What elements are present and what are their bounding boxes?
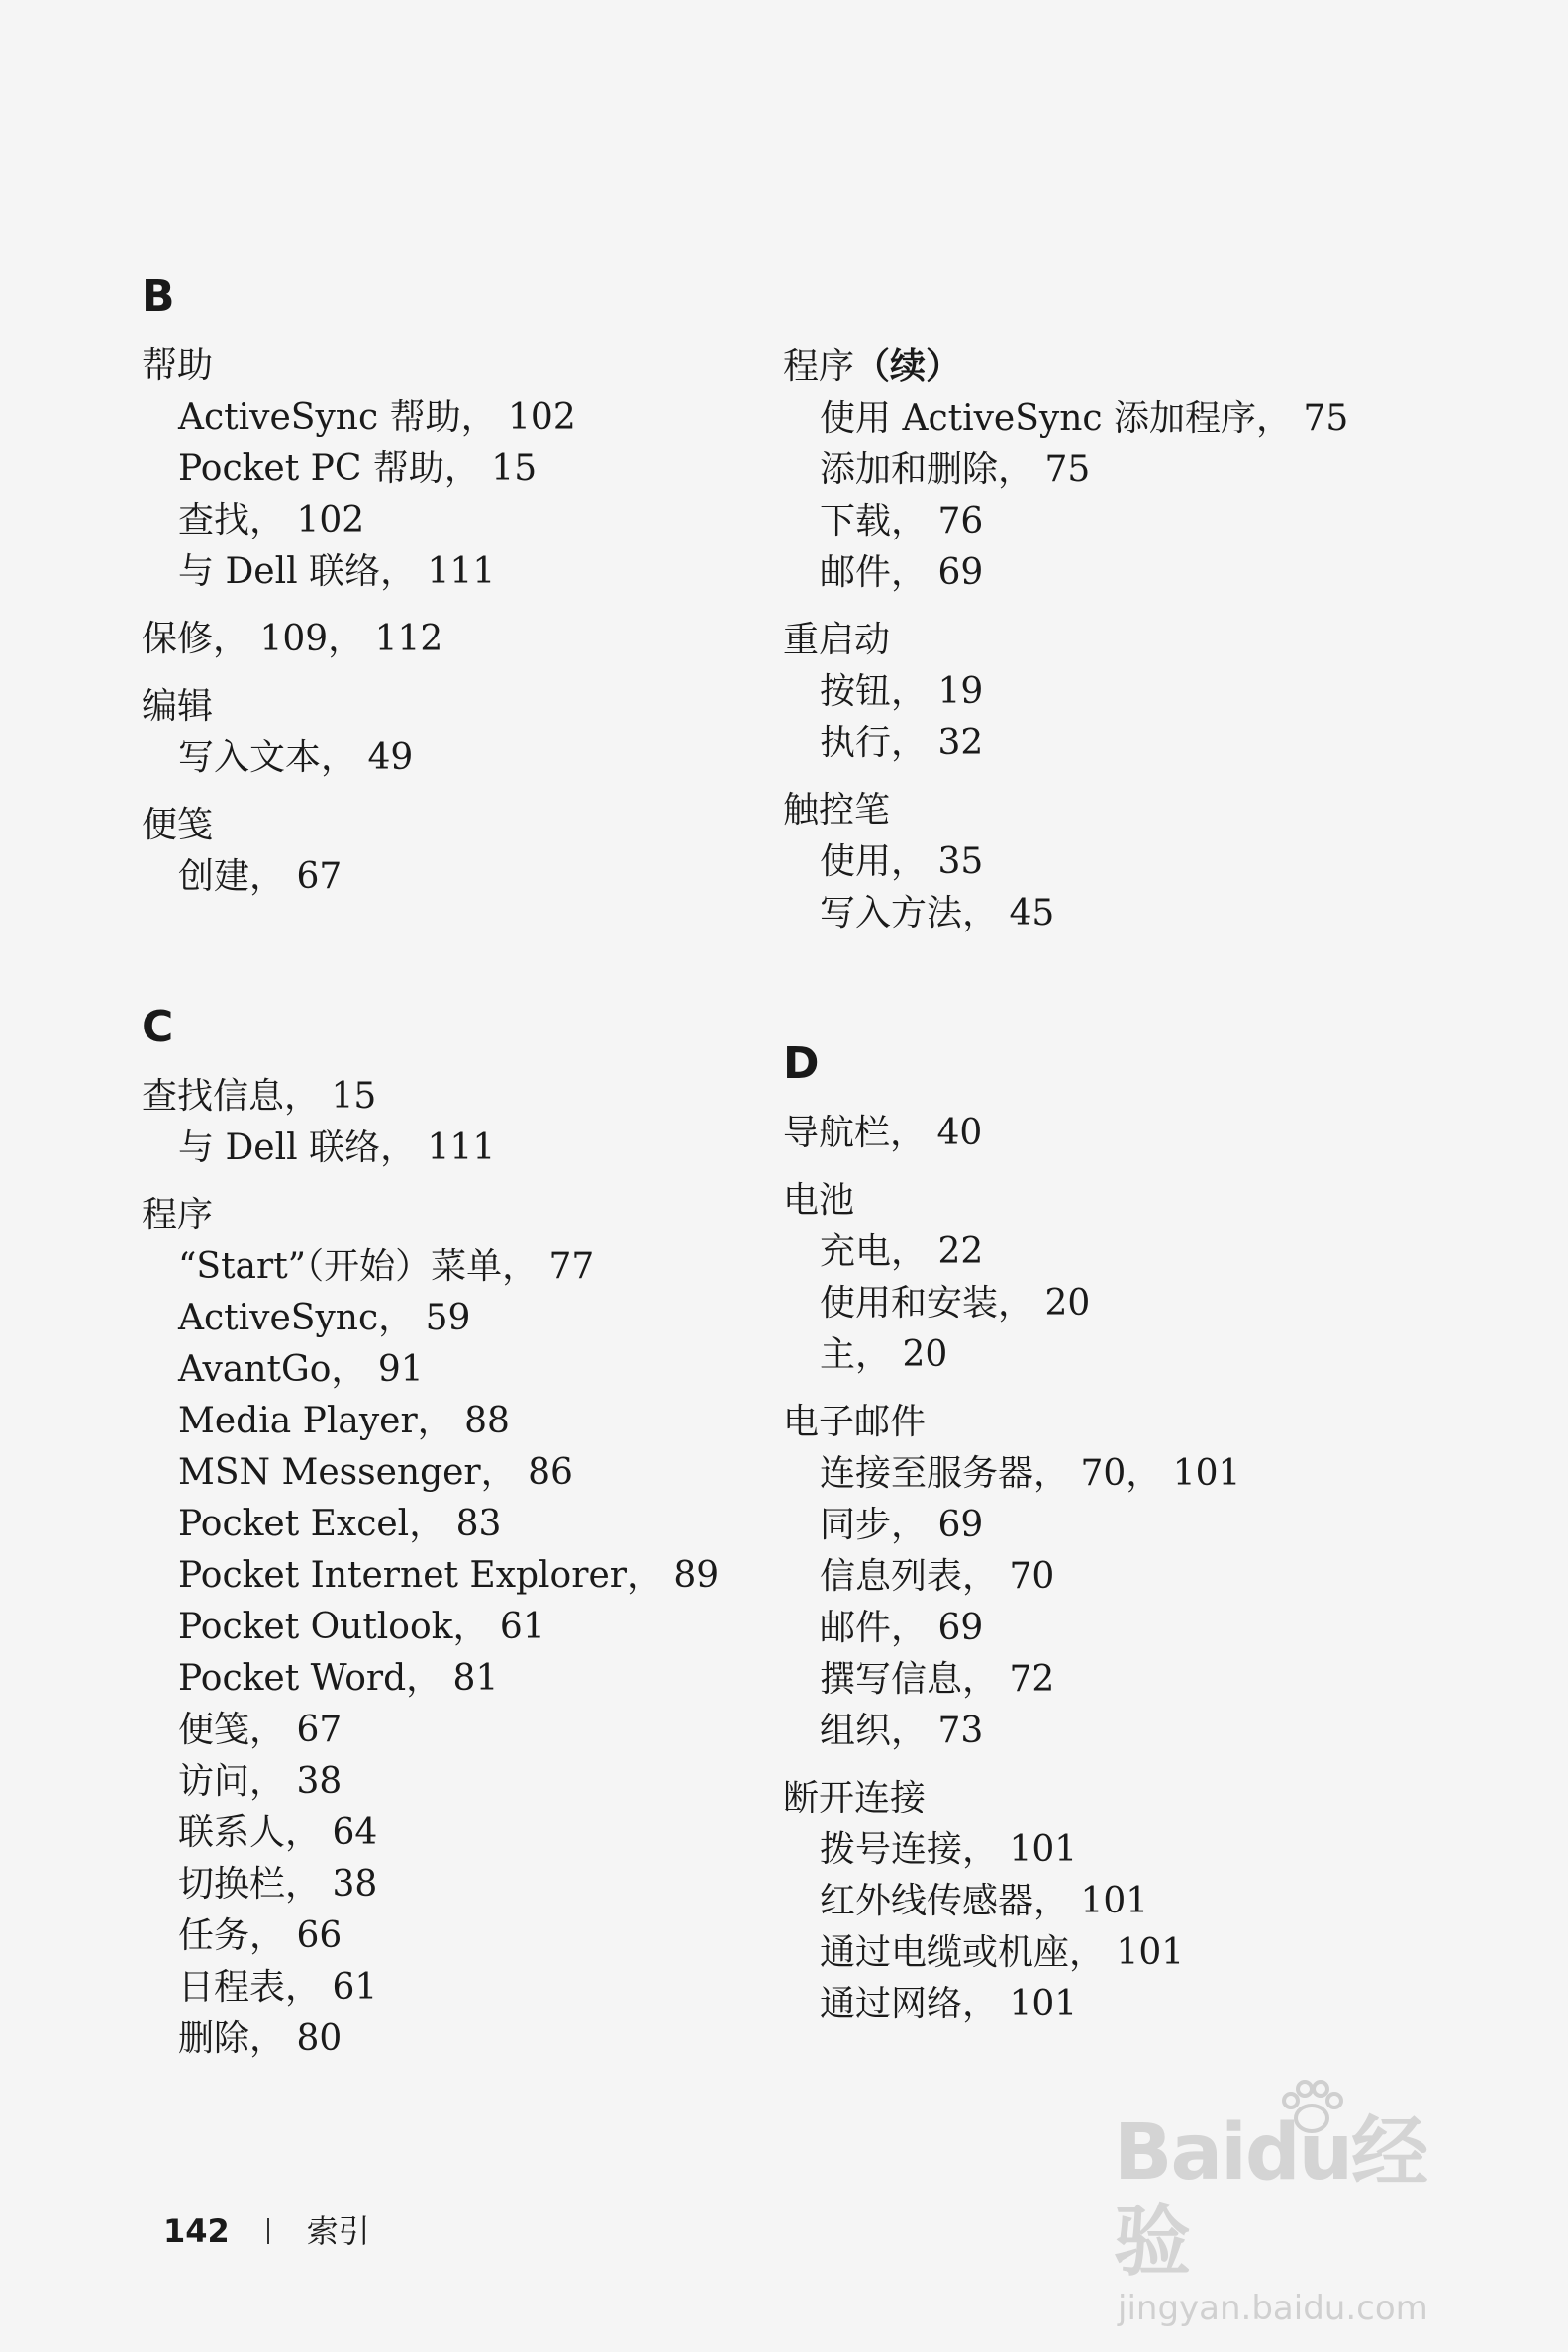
index-subentry: 红外线传感器， 101 bbox=[820, 1881, 1149, 1921]
index-entry-main bbox=[783, 1108, 1397, 1159]
index-subentry: 写入方法， 45 bbox=[820, 893, 1055, 933]
index-entry-term: 便笺 bbox=[142, 805, 214, 845]
footer-divider bbox=[267, 2218, 269, 2244]
index-entry-term: 程序 bbox=[142, 1195, 214, 1235]
index-column-right bbox=[783, 267, 1397, 2125]
index-entry-term: 重启动 bbox=[783, 620, 891, 660]
index-subentry: Pocket PC 帮助， 15 bbox=[178, 448, 538, 489]
index-entry-main bbox=[142, 341, 755, 392]
index-entry-main bbox=[142, 800, 755, 851]
index-subentry: 删除， 80 bbox=[178, 2018, 343, 2059]
index-subentry: 使用 ActiveSync 添加程序， 75 bbox=[820, 398, 1349, 439]
paw-icon bbox=[1277, 2079, 1346, 2138]
index-entry-term: 导航栏， 40 bbox=[783, 1113, 983, 1153]
index-subentry: 写入文本， 49 bbox=[178, 737, 414, 778]
index-subentry: 使用， 35 bbox=[820, 841, 984, 882]
index-subentry: 信息列表， 70 bbox=[820, 1556, 1055, 1597]
index-subentry: 连接至服务器， 70， 101 bbox=[820, 1453, 1241, 1494]
index-subentry: Pocket Internet Explorer， 89 bbox=[178, 1555, 720, 1596]
index-subentry: “Start”（开始）菜单， 77 bbox=[178, 1246, 595, 1287]
index-entry bbox=[783, 1175, 1397, 1381]
index-subentry: 组织， 73 bbox=[820, 1711, 984, 1751]
continued-mark: （续） bbox=[854, 345, 962, 387]
page-footer bbox=[163, 2207, 370, 2255]
index-entry-main bbox=[783, 1397, 1397, 1448]
index-entry bbox=[142, 614, 755, 665]
index-subentry: 任务， 66 bbox=[178, 1915, 343, 1956]
index-subentry: 拨号连接， 101 bbox=[820, 1829, 1078, 1870]
index-subentry: 通过电缆或机座， 101 bbox=[820, 1932, 1185, 1973]
index-entry-main bbox=[783, 341, 1397, 393]
index-entry-main bbox=[142, 1071, 755, 1123]
index-subentry: Pocket Word， 81 bbox=[178, 1658, 499, 1699]
index-section bbox=[783, 1034, 1397, 2030]
index-subentry: Pocket Excel， 83 bbox=[178, 1504, 502, 1544]
index-subentry: 主， 20 bbox=[820, 1334, 948, 1375]
index-entry bbox=[142, 341, 755, 598]
index-entry-term: 触控笔 bbox=[783, 790, 891, 831]
index-entry-term: 电池 bbox=[783, 1180, 855, 1221]
index-entry-term: 帮助 bbox=[142, 345, 214, 386]
index-subentry: 邮件， 69 bbox=[820, 1608, 984, 1648]
index-entry-term: 程序 bbox=[783, 346, 855, 387]
index-entry-main bbox=[783, 1773, 1397, 1824]
section-letter bbox=[783, 267, 1397, 327]
index-subentry: 按钮， 19 bbox=[820, 671, 984, 712]
index-subentry: 创建， 67 bbox=[178, 856, 343, 897]
footer-section-title: 索引 bbox=[306, 2212, 370, 2250]
index-subentry: 充电， 22 bbox=[820, 1231, 984, 1272]
index-entry-main bbox=[783, 615, 1397, 666]
index-subentry: 撰写信息， 72 bbox=[820, 1659, 1055, 1700]
index-subentry: 切换栏， 38 bbox=[178, 1864, 378, 1905]
section-letter: B bbox=[142, 271, 175, 322]
index-subentry: 访问， 38 bbox=[178, 1761, 343, 1802]
index-entry-main bbox=[142, 614, 755, 665]
index-entry-main bbox=[783, 785, 1397, 836]
index-entry bbox=[783, 615, 1397, 769]
index-entry bbox=[142, 1190, 755, 2065]
index-column-left bbox=[142, 267, 755, 2160]
watermark-logo: Baidu经验 bbox=[1114, 2108, 1427, 2287]
index-subentry: 联系人， 64 bbox=[178, 1813, 378, 1853]
index-entry-term: 保修， 109， 112 bbox=[142, 619, 443, 659]
index-subentry: Media Player， 88 bbox=[178, 1401, 510, 1441]
index-subentry: ActiveSync 帮助， 102 bbox=[178, 397, 576, 438]
index-section bbox=[142, 998, 755, 2065]
index-subentry: 与 Dell 联络， 111 bbox=[178, 1127, 496, 1168]
index-subentry: 日程表， 61 bbox=[178, 1967, 378, 2008]
index-entry-term: 电子邮件 bbox=[783, 1402, 927, 1442]
index-entry-main bbox=[142, 1190, 755, 1241]
index-subentry: AvantGo， 91 bbox=[178, 1349, 424, 1390]
index-subentry: 同步， 69 bbox=[820, 1505, 984, 1545]
index-entry bbox=[783, 1397, 1397, 1757]
index-entry bbox=[783, 341, 1397, 599]
index-subentry: MSN Messenger， 86 bbox=[178, 1452, 573, 1493]
section-letter: D bbox=[783, 1038, 820, 1089]
index-subentry: Pocket Outlook， 61 bbox=[178, 1607, 545, 1647]
index-subentry: 使用和安装， 20 bbox=[820, 1283, 1091, 1323]
index-entry-main bbox=[783, 1175, 1397, 1226]
index-entry bbox=[142, 681, 755, 784]
baidu-watermark bbox=[1114, 2108, 1470, 2328]
index-subentry: 便笺， 67 bbox=[178, 1710, 343, 1750]
index-subentry: 邮件， 69 bbox=[820, 552, 984, 593]
index-entry-term: 编辑 bbox=[142, 686, 214, 727]
page-number: 142 bbox=[163, 2212, 230, 2250]
index-subentry: ActiveSync， 59 bbox=[178, 1298, 471, 1338]
index-entry-term: 查找信息， 15 bbox=[142, 1076, 377, 1117]
index-section bbox=[142, 267, 755, 903]
index-entry bbox=[783, 1773, 1397, 2030]
index-subentry: 通过网络， 101 bbox=[820, 1984, 1078, 2024]
index-entry bbox=[142, 1071, 755, 1174]
watermark-url: jingyan.baidu.com bbox=[1118, 2289, 1428, 2328]
section-letter: C bbox=[142, 1002, 174, 1052]
index-entry-main bbox=[142, 681, 755, 733]
index-entry-term: 断开连接 bbox=[783, 1778, 927, 1818]
index-entry bbox=[783, 1108, 1397, 1159]
index-subentry: 执行， 32 bbox=[820, 723, 984, 763]
index-entry bbox=[142, 800, 755, 903]
index-subentry: 下载， 76 bbox=[820, 501, 984, 541]
index-section bbox=[783, 267, 1397, 939]
index-subentry: 查找， 102 bbox=[178, 500, 365, 540]
index-entry bbox=[783, 785, 1397, 939]
index-subentry: 添加和删除， 75 bbox=[820, 449, 1091, 490]
index-subentry: 与 Dell 联络， 111 bbox=[178, 551, 496, 592]
